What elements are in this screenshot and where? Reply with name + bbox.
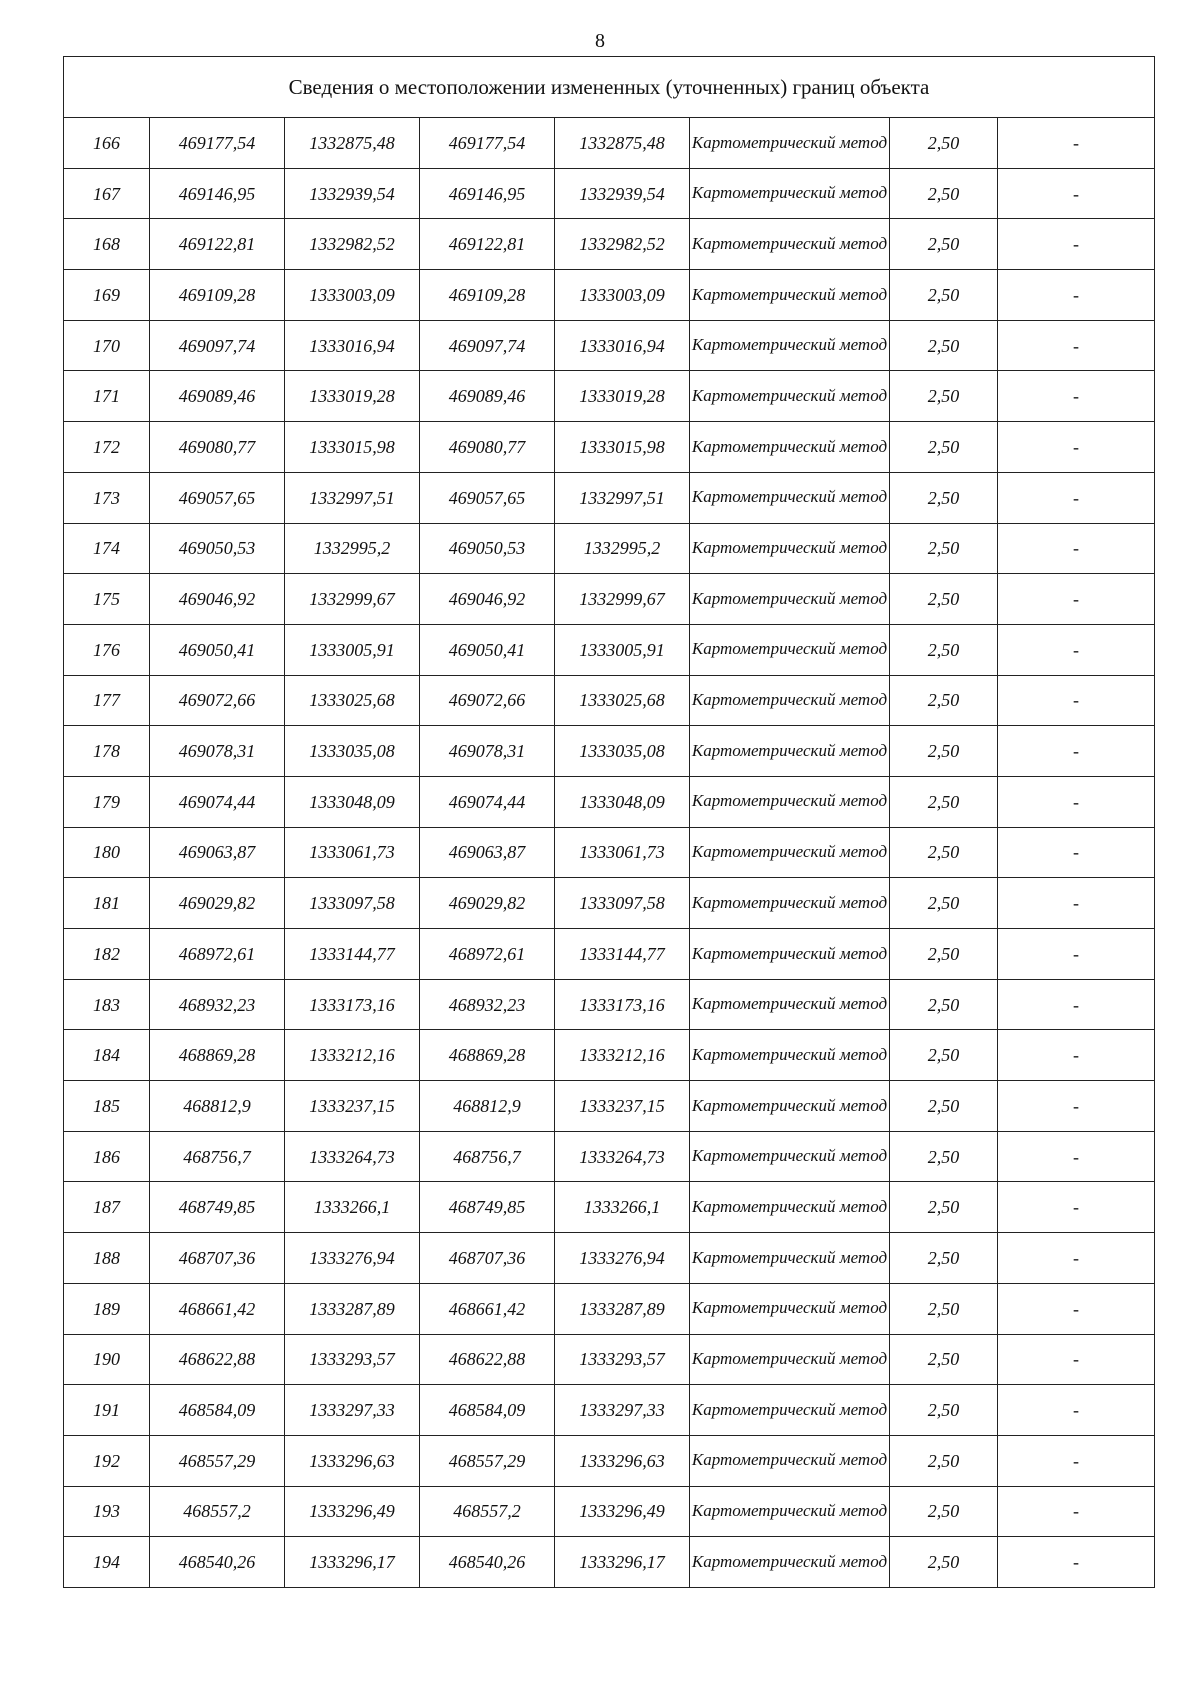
precision-cell: 2,50 bbox=[890, 1182, 998, 1233]
precision-cell: 2,50 bbox=[890, 1131, 998, 1182]
point-number-cell: 189 bbox=[64, 1283, 150, 1334]
existing-x-cell: 468540,26 bbox=[150, 1537, 285, 1588]
existing-y-cell: 1333048,09 bbox=[285, 776, 420, 827]
method-cell: Картометрический метод bbox=[690, 422, 890, 473]
note-cell: - bbox=[998, 523, 1155, 574]
method-cell: Картометрический метод bbox=[690, 1081, 890, 1132]
note-cell: - bbox=[998, 1182, 1155, 1233]
existing-x-cell: 469050,53 bbox=[150, 523, 285, 574]
note-cell: - bbox=[998, 726, 1155, 777]
method-cell: Картометрический метод bbox=[690, 1486, 890, 1537]
table-row bbox=[64, 726, 1155, 777]
table-row bbox=[64, 270, 1155, 321]
note-cell: - bbox=[998, 270, 1155, 321]
refined-x-cell: 468557,29 bbox=[420, 1435, 555, 1486]
method-cell: Картометрический метод bbox=[690, 1030, 890, 1081]
precision-cell: 2,50 bbox=[890, 1334, 998, 1385]
existing-y-cell: 1333003,09 bbox=[285, 270, 420, 321]
precision-cell: 2,50 bbox=[890, 929, 998, 980]
existing-x-cell: 468869,28 bbox=[150, 1030, 285, 1081]
point-number-cell: 188 bbox=[64, 1233, 150, 1284]
point-number-cell: 168 bbox=[64, 219, 150, 270]
refined-x-cell: 469146,95 bbox=[420, 168, 555, 219]
refined-x-cell: 469109,28 bbox=[420, 270, 555, 321]
existing-y-cell: 1333025,68 bbox=[285, 675, 420, 726]
refined-x-cell: 469078,31 bbox=[420, 726, 555, 777]
refined-y-cell: 1332999,67 bbox=[555, 574, 690, 625]
note-cell: - bbox=[998, 1030, 1155, 1081]
method-cell: Картометрический метод bbox=[690, 1233, 890, 1284]
table-row bbox=[64, 929, 1155, 980]
point-number-cell: 194 bbox=[64, 1537, 150, 1588]
refined-y-cell: 1332995,2 bbox=[555, 523, 690, 574]
existing-x-cell: 469177,54 bbox=[150, 118, 285, 169]
precision-cell: 2,50 bbox=[890, 472, 998, 523]
refined-y-cell: 1333003,09 bbox=[555, 270, 690, 321]
refined-y-cell: 1332982,52 bbox=[555, 219, 690, 270]
refined-y-cell: 1333016,94 bbox=[555, 320, 690, 371]
existing-y-cell: 1333296,17 bbox=[285, 1537, 420, 1588]
point-number-cell: 177 bbox=[64, 675, 150, 726]
existing-x-cell: 468812,9 bbox=[150, 1081, 285, 1132]
existing-x-cell: 469109,28 bbox=[150, 270, 285, 321]
existing-x-cell: 469046,92 bbox=[150, 574, 285, 625]
precision-cell: 2,50 bbox=[890, 1385, 998, 1436]
refined-y-cell: 1333144,77 bbox=[555, 929, 690, 980]
existing-y-cell: 1333296,63 bbox=[285, 1435, 420, 1486]
precision-cell: 2,50 bbox=[890, 1283, 998, 1334]
refined-x-cell: 469057,65 bbox=[420, 472, 555, 523]
point-number-cell: 179 bbox=[64, 776, 150, 827]
refined-x-cell: 468749,85 bbox=[420, 1182, 555, 1233]
refined-y-cell: 1332875,48 bbox=[555, 118, 690, 169]
existing-x-cell: 468584,09 bbox=[150, 1385, 285, 1436]
existing-x-cell: 469050,41 bbox=[150, 624, 285, 675]
note-cell: - bbox=[998, 624, 1155, 675]
table-row bbox=[64, 1334, 1155, 1385]
boundary-coordinates-table bbox=[63, 56, 1155, 1588]
existing-x-cell: 469078,31 bbox=[150, 726, 285, 777]
point-number-cell: 175 bbox=[64, 574, 150, 625]
refined-y-cell: 1333173,16 bbox=[555, 979, 690, 1030]
precision-cell: 2,50 bbox=[890, 878, 998, 929]
method-cell: Картометрический метод bbox=[690, 929, 890, 980]
table-row bbox=[64, 1233, 1155, 1284]
point-number-cell: 180 bbox=[64, 827, 150, 878]
existing-y-cell: 1333061,73 bbox=[285, 827, 420, 878]
method-cell: Картометрический метод bbox=[690, 219, 890, 270]
page-number: 8 bbox=[595, 30, 605, 52]
existing-x-cell: 469080,77 bbox=[150, 422, 285, 473]
precision-cell: 2,50 bbox=[890, 574, 998, 625]
note-cell: - bbox=[998, 1233, 1155, 1284]
precision-cell: 2,50 bbox=[890, 523, 998, 574]
note-cell: - bbox=[998, 371, 1155, 422]
existing-y-cell: 1333276,94 bbox=[285, 1233, 420, 1284]
table-row bbox=[64, 118, 1155, 169]
point-number-cell: 167 bbox=[64, 168, 150, 219]
existing-y-cell: 1333016,94 bbox=[285, 320, 420, 371]
table-row bbox=[64, 1081, 1155, 1132]
existing-x-cell: 469074,44 bbox=[150, 776, 285, 827]
method-cell: Картометрический метод bbox=[690, 878, 890, 929]
point-number-cell: 192 bbox=[64, 1435, 150, 1486]
existing-y-cell: 1333019,28 bbox=[285, 371, 420, 422]
table-body bbox=[64, 57, 1155, 1588]
precision-cell: 2,50 bbox=[890, 624, 998, 675]
table-row bbox=[64, 168, 1155, 219]
existing-x-cell: 468661,42 bbox=[150, 1283, 285, 1334]
method-cell: Картометрический метод bbox=[690, 472, 890, 523]
precision-cell: 2,50 bbox=[890, 979, 998, 1030]
refined-x-cell: 469063,87 bbox=[420, 827, 555, 878]
note-cell: - bbox=[998, 219, 1155, 270]
point-number-cell: 178 bbox=[64, 726, 150, 777]
precision-cell: 2,50 bbox=[890, 827, 998, 878]
method-cell: Картометрический метод bbox=[690, 118, 890, 169]
table-row bbox=[64, 675, 1155, 726]
note-cell: - bbox=[998, 929, 1155, 980]
table-row bbox=[64, 472, 1155, 523]
method-cell: Картометрический метод bbox=[690, 270, 890, 321]
existing-y-cell: 1332939,54 bbox=[285, 168, 420, 219]
refined-x-cell: 468540,26 bbox=[420, 1537, 555, 1588]
existing-y-cell: 1333297,33 bbox=[285, 1385, 420, 1436]
refined-x-cell: 469177,54 bbox=[420, 118, 555, 169]
refined-y-cell: 1333035,08 bbox=[555, 726, 690, 777]
existing-x-cell: 468932,23 bbox=[150, 979, 285, 1030]
note-cell: - bbox=[998, 979, 1155, 1030]
refined-x-cell: 468707,36 bbox=[420, 1233, 555, 1284]
method-cell: Картометрический метод bbox=[690, 574, 890, 625]
existing-y-cell: 1333296,49 bbox=[285, 1486, 420, 1537]
refined-x-cell: 468812,9 bbox=[420, 1081, 555, 1132]
refined-x-cell: 468661,42 bbox=[420, 1283, 555, 1334]
table-title: Сведения о местоположении измененных (уточненных) границ объекта bbox=[64, 57, 1155, 118]
precision-cell: 2,50 bbox=[890, 270, 998, 321]
note-cell: - bbox=[998, 1486, 1155, 1537]
existing-y-cell: 1332875,48 bbox=[285, 118, 420, 169]
refined-y-cell: 1333015,98 bbox=[555, 422, 690, 473]
refined-y-cell: 1333296,49 bbox=[555, 1486, 690, 1537]
note-cell: - bbox=[998, 878, 1155, 929]
note-cell: - bbox=[998, 1131, 1155, 1182]
point-number-cell: 190 bbox=[64, 1334, 150, 1385]
table-row bbox=[64, 422, 1155, 473]
existing-x-cell: 469072,66 bbox=[150, 675, 285, 726]
refined-y-cell: 1332997,51 bbox=[555, 472, 690, 523]
method-cell: Картометрический метод bbox=[690, 168, 890, 219]
table-row bbox=[64, 1486, 1155, 1537]
precision-cell: 2,50 bbox=[890, 320, 998, 371]
existing-x-cell: 468707,36 bbox=[150, 1233, 285, 1284]
method-cell: Картометрический метод bbox=[690, 776, 890, 827]
existing-y-cell: 1333287,89 bbox=[285, 1283, 420, 1334]
precision-cell: 2,50 bbox=[890, 726, 998, 777]
note-cell: - bbox=[998, 168, 1155, 219]
table-row bbox=[64, 1182, 1155, 1233]
point-number-cell: 174 bbox=[64, 523, 150, 574]
refined-y-cell: 1333296,17 bbox=[555, 1537, 690, 1588]
table-row bbox=[64, 523, 1155, 574]
existing-x-cell: 469057,65 bbox=[150, 472, 285, 523]
refined-y-cell: 1333264,73 bbox=[555, 1131, 690, 1182]
method-cell: Картометрический метод bbox=[690, 1537, 890, 1588]
refined-y-cell: 1333266,1 bbox=[555, 1182, 690, 1233]
note-cell: - bbox=[998, 472, 1155, 523]
point-number-cell: 183 bbox=[64, 979, 150, 1030]
point-number-cell: 186 bbox=[64, 1131, 150, 1182]
method-cell: Картометрический метод bbox=[690, 827, 890, 878]
refined-y-cell: 1333097,58 bbox=[555, 878, 690, 929]
refined-x-cell: 468972,61 bbox=[420, 929, 555, 980]
note-cell: - bbox=[998, 422, 1155, 473]
precision-cell: 2,50 bbox=[890, 118, 998, 169]
method-cell: Картометрический метод bbox=[690, 1283, 890, 1334]
precision-cell: 2,50 bbox=[890, 219, 998, 270]
point-number-cell: 185 bbox=[64, 1081, 150, 1132]
existing-y-cell: 1332995,2 bbox=[285, 523, 420, 574]
method-cell: Картометрический метод bbox=[690, 523, 890, 574]
table-title-row bbox=[64, 57, 1155, 118]
refined-x-cell: 469029,82 bbox=[420, 878, 555, 929]
refined-x-cell: 469074,44 bbox=[420, 776, 555, 827]
refined-y-cell: 1333287,89 bbox=[555, 1283, 690, 1334]
note-cell: - bbox=[998, 675, 1155, 726]
precision-cell: 2,50 bbox=[890, 1435, 998, 1486]
existing-x-cell: 468622,88 bbox=[150, 1334, 285, 1385]
method-cell: Картометрический метод bbox=[690, 1385, 890, 1436]
refined-x-cell: 468932,23 bbox=[420, 979, 555, 1030]
existing-x-cell: 469089,46 bbox=[150, 371, 285, 422]
precision-cell: 2,50 bbox=[890, 1486, 998, 1537]
table-row bbox=[64, 574, 1155, 625]
note-cell: - bbox=[998, 1334, 1155, 1385]
method-cell: Картометрический метод bbox=[690, 726, 890, 777]
existing-x-cell: 469029,82 bbox=[150, 878, 285, 929]
refined-y-cell: 1333005,91 bbox=[555, 624, 690, 675]
precision-cell: 2,50 bbox=[890, 1537, 998, 1588]
existing-x-cell: 468972,61 bbox=[150, 929, 285, 980]
method-cell: Картометрический метод bbox=[690, 1435, 890, 1486]
existing-y-cell: 1333144,77 bbox=[285, 929, 420, 980]
existing-y-cell: 1333237,15 bbox=[285, 1081, 420, 1132]
point-number-cell: 166 bbox=[64, 118, 150, 169]
note-cell: - bbox=[998, 118, 1155, 169]
refined-x-cell: 469097,74 bbox=[420, 320, 555, 371]
note-cell: - bbox=[998, 1081, 1155, 1132]
table-row bbox=[64, 1283, 1155, 1334]
note-cell: - bbox=[998, 320, 1155, 371]
note-cell: - bbox=[998, 1537, 1155, 1588]
point-number-cell: 182 bbox=[64, 929, 150, 980]
table-row bbox=[64, 878, 1155, 929]
refined-y-cell: 1333025,68 bbox=[555, 675, 690, 726]
table-row bbox=[64, 624, 1155, 675]
point-number-cell: 169 bbox=[64, 270, 150, 321]
refined-y-cell: 1333019,28 bbox=[555, 371, 690, 422]
precision-cell: 2,50 bbox=[890, 371, 998, 422]
point-number-cell: 191 bbox=[64, 1385, 150, 1436]
point-number-cell: 181 bbox=[64, 878, 150, 929]
method-cell: Картометрический метод bbox=[690, 1334, 890, 1385]
note-cell: - bbox=[998, 1283, 1155, 1334]
refined-x-cell: 469046,92 bbox=[420, 574, 555, 625]
precision-cell: 2,50 bbox=[890, 776, 998, 827]
refined-y-cell: 1332939,54 bbox=[555, 168, 690, 219]
refined-y-cell: 1333297,33 bbox=[555, 1385, 690, 1436]
refined-y-cell: 1333293,57 bbox=[555, 1334, 690, 1385]
existing-y-cell: 1333035,08 bbox=[285, 726, 420, 777]
table-row bbox=[64, 219, 1155, 270]
existing-y-cell: 1333264,73 bbox=[285, 1131, 420, 1182]
table-row bbox=[64, 1385, 1155, 1436]
existing-x-cell: 468749,85 bbox=[150, 1182, 285, 1233]
refined-y-cell: 1333237,15 bbox=[555, 1081, 690, 1132]
table-row bbox=[64, 1030, 1155, 1081]
refined-x-cell: 469050,41 bbox=[420, 624, 555, 675]
refined-x-cell: 469080,77 bbox=[420, 422, 555, 473]
refined-x-cell: 469050,53 bbox=[420, 523, 555, 574]
existing-x-cell: 468557,2 bbox=[150, 1486, 285, 1537]
existing-y-cell: 1332999,67 bbox=[285, 574, 420, 625]
refined-x-cell: 469072,66 bbox=[420, 675, 555, 726]
refined-x-cell: 468756,7 bbox=[420, 1131, 555, 1182]
refined-y-cell: 1333296,63 bbox=[555, 1435, 690, 1486]
existing-y-cell: 1333015,98 bbox=[285, 422, 420, 473]
point-number-cell: 170 bbox=[64, 320, 150, 371]
table-row bbox=[64, 979, 1155, 1030]
refined-x-cell: 469122,81 bbox=[420, 219, 555, 270]
existing-y-cell: 1333266,1 bbox=[285, 1182, 420, 1233]
note-cell: - bbox=[998, 574, 1155, 625]
point-number-cell: 171 bbox=[64, 371, 150, 422]
existing-y-cell: 1333293,57 bbox=[285, 1334, 420, 1385]
point-number-cell: 187 bbox=[64, 1182, 150, 1233]
refined-x-cell: 468557,2 bbox=[420, 1486, 555, 1537]
note-cell: - bbox=[998, 827, 1155, 878]
method-cell: Картометрический метод bbox=[690, 979, 890, 1030]
precision-cell: 2,50 bbox=[890, 422, 998, 473]
note-cell: - bbox=[998, 1435, 1155, 1486]
existing-x-cell: 468756,7 bbox=[150, 1131, 285, 1182]
existing-x-cell: 469122,81 bbox=[150, 219, 285, 270]
point-number-cell: 184 bbox=[64, 1030, 150, 1081]
refined-x-cell: 469089,46 bbox=[420, 371, 555, 422]
point-number-cell: 176 bbox=[64, 624, 150, 675]
refined-x-cell: 468622,88 bbox=[420, 1334, 555, 1385]
refined-y-cell: 1333048,09 bbox=[555, 776, 690, 827]
point-number-cell: 172 bbox=[64, 422, 150, 473]
existing-y-cell: 1333212,16 bbox=[285, 1030, 420, 1081]
existing-x-cell: 469146,95 bbox=[150, 168, 285, 219]
refined-y-cell: 1333061,73 bbox=[555, 827, 690, 878]
note-cell: - bbox=[998, 776, 1155, 827]
refined-y-cell: 1333276,94 bbox=[555, 1233, 690, 1284]
method-cell: Картометрический метод bbox=[690, 1182, 890, 1233]
refined-y-cell: 1333212,16 bbox=[555, 1030, 690, 1081]
point-number-cell: 193 bbox=[64, 1486, 150, 1537]
method-cell: Картометрический метод bbox=[690, 320, 890, 371]
precision-cell: 2,50 bbox=[890, 168, 998, 219]
table-row bbox=[64, 1537, 1155, 1588]
table-row bbox=[64, 827, 1155, 878]
table-row bbox=[64, 320, 1155, 371]
existing-y-cell: 1332982,52 bbox=[285, 219, 420, 270]
refined-x-cell: 468869,28 bbox=[420, 1030, 555, 1081]
existing-x-cell: 469063,87 bbox=[150, 827, 285, 878]
existing-y-cell: 1333097,58 bbox=[285, 878, 420, 929]
point-number-cell: 173 bbox=[64, 472, 150, 523]
existing-x-cell: 468557,29 bbox=[150, 1435, 285, 1486]
table-row bbox=[64, 1435, 1155, 1486]
precision-cell: 2,50 bbox=[890, 1233, 998, 1284]
method-cell: Картометрический метод bbox=[690, 1131, 890, 1182]
method-cell: Картометрический метод bbox=[690, 675, 890, 726]
method-cell: Картометрический метод bbox=[690, 624, 890, 675]
existing-y-cell: 1333005,91 bbox=[285, 624, 420, 675]
table-row bbox=[64, 371, 1155, 422]
precision-cell: 2,50 bbox=[890, 675, 998, 726]
refined-x-cell: 468584,09 bbox=[420, 1385, 555, 1436]
precision-cell: 2,50 bbox=[890, 1030, 998, 1081]
note-cell: - bbox=[998, 1385, 1155, 1436]
table-row bbox=[64, 1131, 1155, 1182]
precision-cell: 2,50 bbox=[890, 1081, 998, 1132]
existing-y-cell: 1332997,51 bbox=[285, 472, 420, 523]
method-cell: Картометрический метод bbox=[690, 371, 890, 422]
existing-y-cell: 1333173,16 bbox=[285, 979, 420, 1030]
table-row bbox=[64, 776, 1155, 827]
existing-x-cell: 469097,74 bbox=[150, 320, 285, 371]
